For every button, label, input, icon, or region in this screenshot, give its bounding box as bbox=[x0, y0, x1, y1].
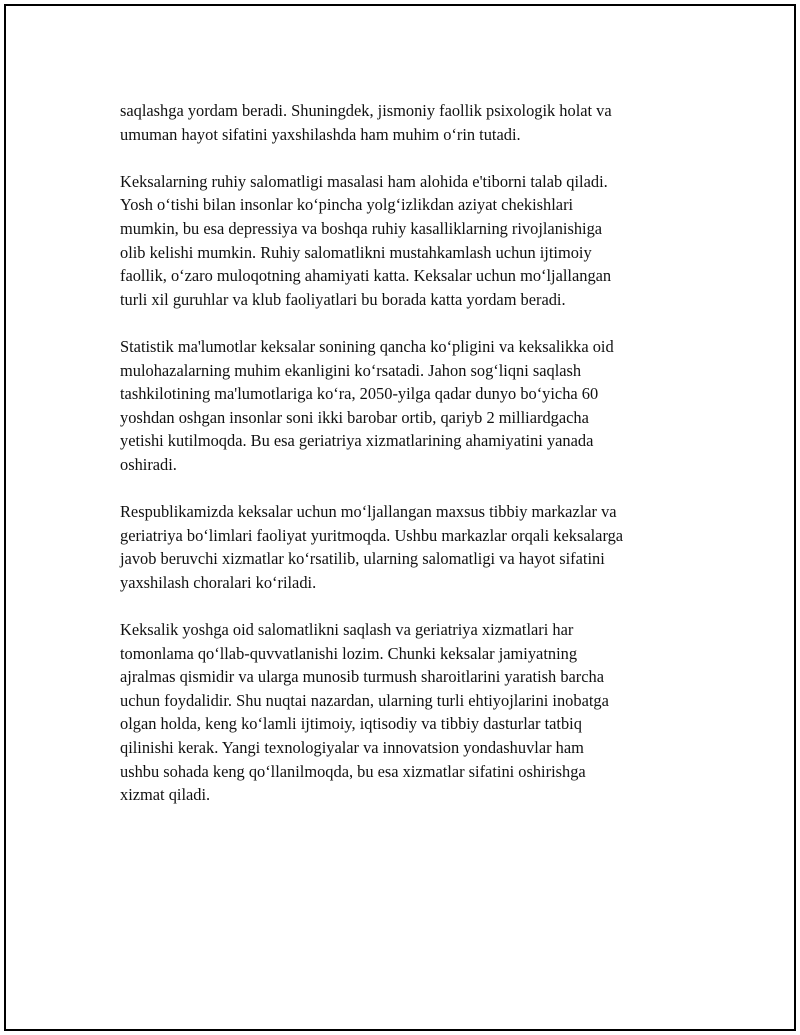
text-line: yaxshilash choralari ko‘riladi. bbox=[120, 572, 317, 592]
text-line: mulohazalarning muhim ekanligini ko‘rsatadi. Jahon sog‘liqni saqlash bbox=[120, 360, 582, 380]
text-line: ajralmas qismidir va ularga munosib turmush sharoitlarini yaratish barcha bbox=[120, 667, 605, 687]
text-line: qilinishi kerak. Yangi texnologiyalar va innovatsion yondashuvlar ham bbox=[120, 738, 584, 758]
text-line: Keksalarning ruhiy salomatligi masalasi ham alohida e'tiborni talab qiladi. bbox=[120, 171, 608, 191]
text-line: yetishi kutilmoqda. Bu esa geriatriya xizmatlarining ahamiyatini yanada bbox=[120, 431, 594, 451]
paragraph-4 bbox=[120, 500, 690, 594]
text-line: Yosh o‘tishi bilan insonlar ko‘pincha yolg‘izlikdan aziyat chekishlari bbox=[120, 195, 574, 215]
text-line: oshiradi. bbox=[120, 454, 177, 474]
text-line: Keksalik yoshga oid salomatlikni saqlash va geriatriya xizmatlari har bbox=[120, 620, 574, 640]
text-line: faollik, o‘zaro muloqotning ahamiyati katta. Keksalar uchun mo‘ljallangan bbox=[120, 266, 612, 286]
text-line: xizmat qiladi. bbox=[120, 785, 211, 805]
text-line: tomonlama qo‘llab-quvvatlanishi lozim. Chunki keksalar jamiyatning bbox=[120, 643, 578, 663]
paragraph-2 bbox=[120, 170, 690, 312]
text-line: olib kelishi mumkin. Ruhiy salomatlikni mustahkamlash uchun ijtimoiy bbox=[120, 242, 592, 262]
paragraph-1 bbox=[120, 99, 690, 146]
text-line: olgan holda, keng ko‘lamli ijtimoiy, iqtisodiy va tibbiy dasturlar tatbiq bbox=[120, 714, 582, 734]
text-line: umuman hayot sifatini yaxshilashda ham muhim o‘rin tutadi. bbox=[120, 124, 521, 144]
text-line: turli xil guruhlar va klub faoliyatlari bu borada katta yordam beradi. bbox=[120, 289, 566, 309]
text-line: javob beruvchi xizmatlar ko‘rsatilib, ularning salomatligi va hayot sifatini bbox=[120, 549, 605, 569]
paragraph-5 bbox=[120, 618, 690, 807]
page-frame bbox=[4, 4, 796, 1031]
text-line: ushbu sohada keng qo‘llanilmoqda, bu esa xizmatlar sifatini oshirishga bbox=[120, 761, 586, 781]
text-line: mumkin, bu esa depressiya va boshqa ruhiy kasalliklarning rivojlanishiga bbox=[120, 218, 603, 238]
text-line: yoshdan oshgan insonlar soni ikki barobar ortib, qariyb 2 milliardgacha bbox=[120, 407, 589, 427]
text-line: uchun foydalidir. Shu nuqtai nazardan, ularning turli ehtiyojlarini inobatga bbox=[120, 690, 609, 710]
paragraph-3 bbox=[120, 335, 690, 477]
text-line: Respublikamizda keksalar uchun mo‘ljallangan maxsus tibbiy markazlar va bbox=[120, 502, 617, 522]
text-line: tashkilotining ma'lumotlariga ko‘ra, 2050-yilga qadar dunyo bo‘yicha 60 bbox=[120, 384, 599, 404]
text-line: geriatriya bo‘limlari faoliyat yuritmoqda. Ushbu markazlar orqali keksalarga bbox=[120, 525, 624, 545]
document-body bbox=[120, 99, 690, 830]
text-line: Statistik ma'lumotlar keksalar sonining qancha ko‘pligini va keksalikka oid bbox=[120, 336, 614, 356]
text-line: saqlashga yordam beradi. Shuningdek, jismoniy faollik psixologik holat va bbox=[120, 101, 612, 120]
